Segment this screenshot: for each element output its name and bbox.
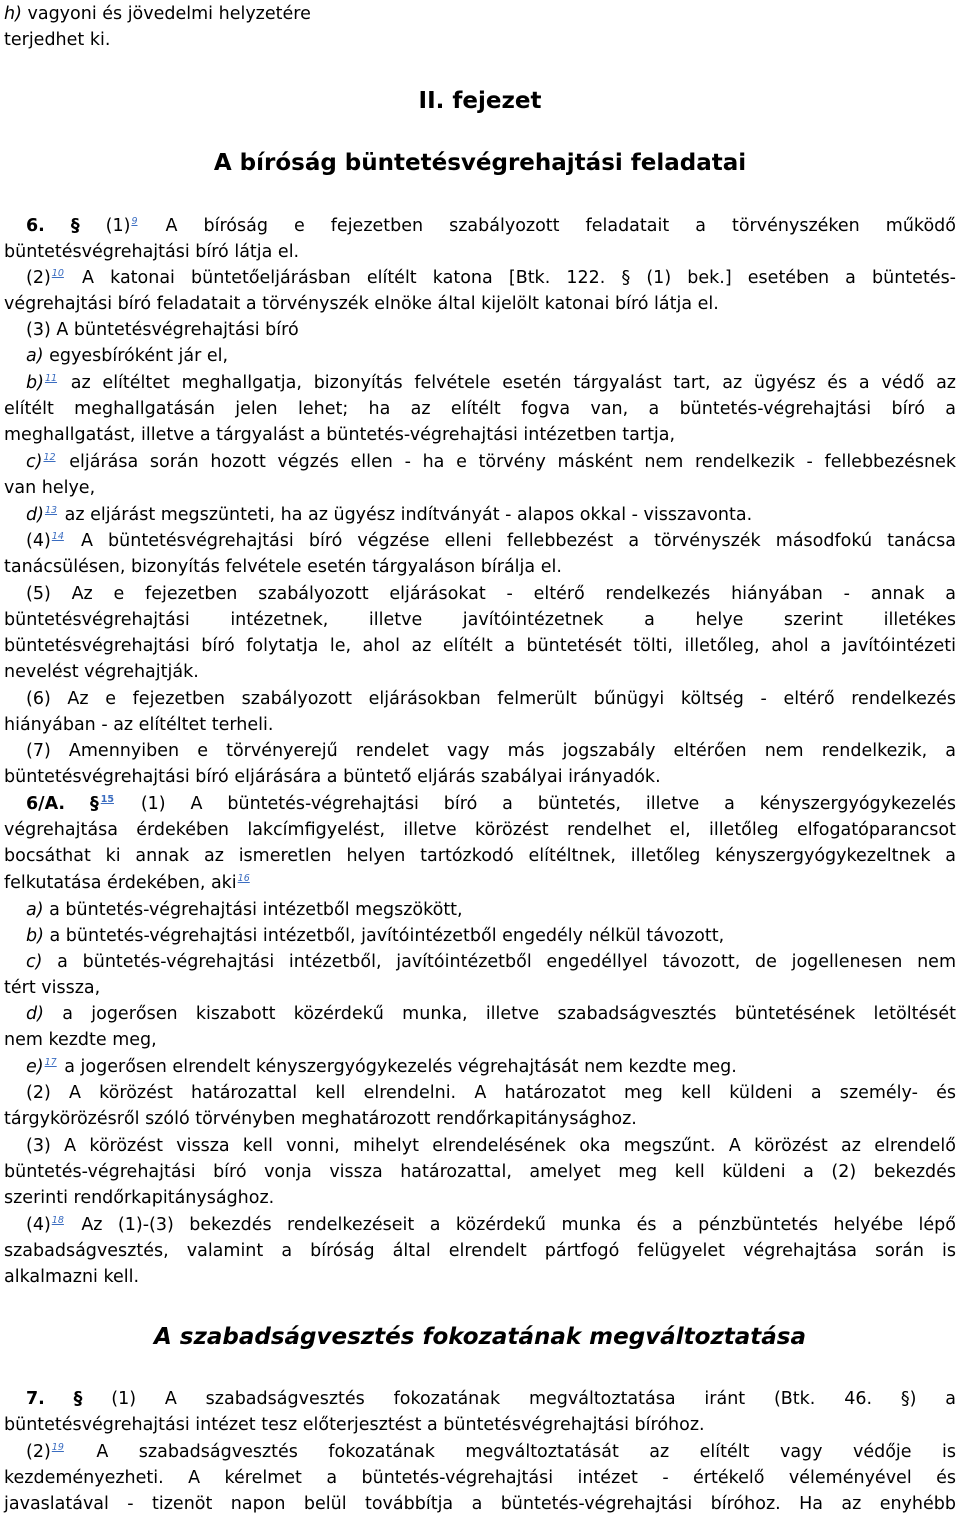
item-label: b) [26, 926, 44, 946]
text-line: büntetésvégrehajtási bíró folytatja le, ahol az elítélt a büntetését tölti, illetőleg, ahol a javítóintézeti [4, 636, 956, 656]
line-text: Az (1)-(3) bekezdés rendelkezéseit a közérdekű munka és a pénzbüntetés helyébe lépő [65, 1215, 956, 1235]
item-label: d) [26, 1004, 44, 1024]
text-line [4, 370, 956, 396]
chapter-title: A bíróság büntetésvégrehajtási feladatai [213, 150, 747, 176]
footnote-link[interactable]: 16 [237, 873, 250, 885]
para-label: (4) [26, 1215, 51, 1235]
section-number: 6. [26, 216, 45, 236]
line-text: a büntetés-végrehajtási intézetből megszökött, [43, 900, 463, 920]
text-line: meghallgatást, illetve a tárgyalást a büntetés-végrehajtási intézetben tartja, [4, 425, 676, 445]
text-line [4, 343, 956, 369]
text-line: (2) A körözést határozattal kell elrendelni. A határozatot meg kell küldeni a személy- és [26, 1083, 956, 1103]
text-line: elítélt meghallgatásán jelen lehet; ha az elítélt fogva van, a büntetés-végrehajtási bíró a [4, 399, 956, 419]
line-text: az elítéltet meghallgatja, bizonyítás felvétele esetén tárgyalást tart, az ügyész és a védő az [59, 373, 956, 393]
line-text: (1) A büntetés-végrehajtási bíró a büntetés, illetve a kényszergyógykezelés [115, 794, 956, 814]
section-heading: A szabadságvesztés fokozatának megváltoztatása [153, 1324, 807, 1350]
text-line: javaslatával - tizenöt napon belül továbbítja a büntetés-végrehajtási bíróhoz. Ha az enyhébb [4, 1494, 956, 1514]
footnote-link[interactable]: 19 [51, 1442, 64, 1454]
para-label: (4) [26, 531, 51, 551]
line-text: A katonai büntetőeljárásban elítélt katona [Btk. 122. § (1) bek.] esetében a büntetés- [65, 268, 956, 288]
text-line [4, 923, 956, 949]
text-line [4, 1001, 956, 1027]
line-text: A szabadságvesztés fokozatának megváltoztatását az elítélt vagy védője is [65, 1442, 956, 1462]
footnote-link[interactable]: 12 [43, 452, 56, 464]
footnote-link[interactable]: 13 [44, 505, 58, 517]
text-line: büntetés-végrehajtási bíró vonja vissza határozattal, amelyet meg kell küldeni a (2) bekezdés [4, 1162, 956, 1182]
line-text: a büntetés-végrehajtási intézetből, javítóintézetből engedéllyel távozott, de jogellenesen nem [42, 952, 956, 972]
text-line [4, 949, 956, 975]
line-text: a jogerősen kiszabott közérdekű munka, illetve szabadságvesztés büntetésének letöltését [43, 1004, 956, 1024]
footnote-link[interactable]: 17 [44, 1057, 57, 1069]
text-line [4, 265, 956, 291]
item-label: e) [26, 1057, 44, 1077]
footnote-link[interactable]: 10 [51, 268, 64, 280]
text-line [4, 897, 956, 923]
footnote-link[interactable]: 15 [100, 794, 114, 806]
para-label: (2) [26, 268, 51, 288]
text-line: (3) A körözést vissza kell vonni, mihelyt elrendelésének oka megszűnt. A körözést az elrendelő [26, 1136, 956, 1156]
line-text: eljárása során hozott végzés ellen - ha e törvény másként nem rendelkezik - fellebbezésnek [57, 452, 956, 472]
text-line [4, 449, 956, 475]
line-text: felkutatása érdekében, aki [4, 873, 237, 893]
line-text: vagyoni és jövedelmi helyzetére [21, 4, 311, 24]
line-text: az eljárást megszünteti, ha az ügyész indítványát - alapos okkal - visszavonta. [59, 505, 753, 525]
text-line [4, 1212, 956, 1238]
item-label: c) [26, 452, 43, 472]
line-text: a jogerősen elrendelt kényszergyógykezelés végrehajtását nem kezdte meg. [58, 1057, 737, 1077]
paragraph-sign: § [89, 794, 99, 814]
text-line [4, 528, 956, 554]
line-text: a büntetés-végrehajtási intézetből, javítóintézetből engedély nélkül távozott, [43, 926, 725, 946]
text-line: (5) Az e fejezetben szabályozott eljárásokat - eltérő rendelkezés hiányában - annak a [26, 584, 956, 604]
text-line [4, 213, 956, 239]
chapter-heading: II. fejezet [418, 88, 542, 114]
text-line [4, 1054, 956, 1080]
text-line: tanácsülésen, bizonyítás felvétele esetén tárgyaláson bírálja el. [4, 557, 562, 577]
text-line [4, 1386, 956, 1412]
text-line: hiányában - az elítéltet terheli. [4, 715, 274, 735]
text-line [4, 502, 956, 528]
text-line: végrehajtási bíró feladatait a törvényszék elnöke által kijelölt katonai bíró látja el. [4, 294, 719, 314]
footnote-link[interactable]: 11 [44, 373, 58, 385]
section-number: 7. [26, 1389, 45, 1409]
line-text: egyesbíróként jár el, [43, 346, 229, 366]
text-line: büntetésvégrehajtási intézetnek, illetve javítóintézetnek a helye szerint illetékes [4, 610, 956, 630]
text-line: szerinti rendőrkapitánysághoz. [4, 1188, 275, 1208]
section-number: 6/A. [26, 794, 66, 814]
text-line: (7) Amennyiben e törvényerejű rendelet vagy más jogszabály eltérően nem rendelkezik, a [26, 741, 956, 761]
footnote-link[interactable]: 18 [51, 1215, 64, 1227]
line-text: (1) A szabadságvesztés fokozatának megváltoztatása iránt (Btk. 46. §) a [82, 1389, 956, 1409]
text-line: büntetésvégrehajtási bíró látja el. [4, 242, 300, 262]
line-text: A bíróság e fejezetben szabályozott feladatait a törvényszéken működő [139, 216, 956, 236]
text-line: végrehajtása érdekében lakcímfigyelést, illetve körözést rendelhet el, illetőleg elfogatóparancsot [4, 820, 956, 840]
item-label: d) [26, 505, 44, 525]
text-line: (3) A büntetésvégrehajtási bíró [26, 320, 299, 340]
item-label: c) [26, 952, 43, 972]
item-label: a) [26, 346, 44, 366]
text-line: terjedhet ki. [4, 30, 111, 50]
para-label: (1) [105, 216, 131, 236]
text-line [4, 870, 956, 896]
line-text: A büntetésvégrehajtási bíró végzése elleni fellebbezést a törvényszék másodfokú tanácsa [65, 531, 956, 551]
text-line: van helye, [4, 478, 96, 498]
text-line: (6) Az e fejezetben szabályozott eljárásokban felmerült bűnügyi költség - eltérő rendelkezés [26, 689, 956, 709]
text-line: tárgykörözésről szóló törvényben meghatározott rendőrkapitánysághoz. [4, 1109, 637, 1129]
text-line: nem kezdte meg, [4, 1030, 157, 1050]
item-label: h) [4, 4, 22, 24]
footnote-link[interactable]: 14 [51, 531, 64, 543]
para-label: (2) [26, 1442, 51, 1462]
text-line: kezdeményezheti. A kérelmet a büntetés-végrehajtási intézet - értékelő véleményével és [4, 1468, 956, 1488]
text-line: büntetésvégrehajtási intézet tesz előterjesztést a büntetésvégrehajtási bíróhoz. [4, 1415, 705, 1435]
footnote-link[interactable]: 9 [131, 216, 138, 228]
text-line [4, 791, 956, 817]
item-label: a) [26, 900, 44, 920]
text-line: nevelést végrehajtják. [4, 662, 199, 682]
text-line: szabadságvesztés, valamint a bíróság által elrendelt pártfogó felügyelet végrehajtása során is [4, 1241, 956, 1261]
text-line: tért vissza, [4, 978, 101, 998]
text-line: alkalmazni kell. [4, 1267, 140, 1287]
text-line [4, 1, 956, 27]
paragraph-sign: § [73, 1389, 83, 1409]
text-line [4, 1439, 956, 1465]
paragraph-sign: § [70, 216, 80, 236]
text-line: büntetésvégrehajtási bíró eljárására a büntető eljárás szabályai irányadók. [4, 767, 661, 787]
item-label: b) [26, 373, 44, 393]
text-line: bocsáthat ki annak az ismeretlen helyen tartózkodó elítéltnek, illetőleg kényszergyógykezeltnek a [4, 846, 956, 866]
